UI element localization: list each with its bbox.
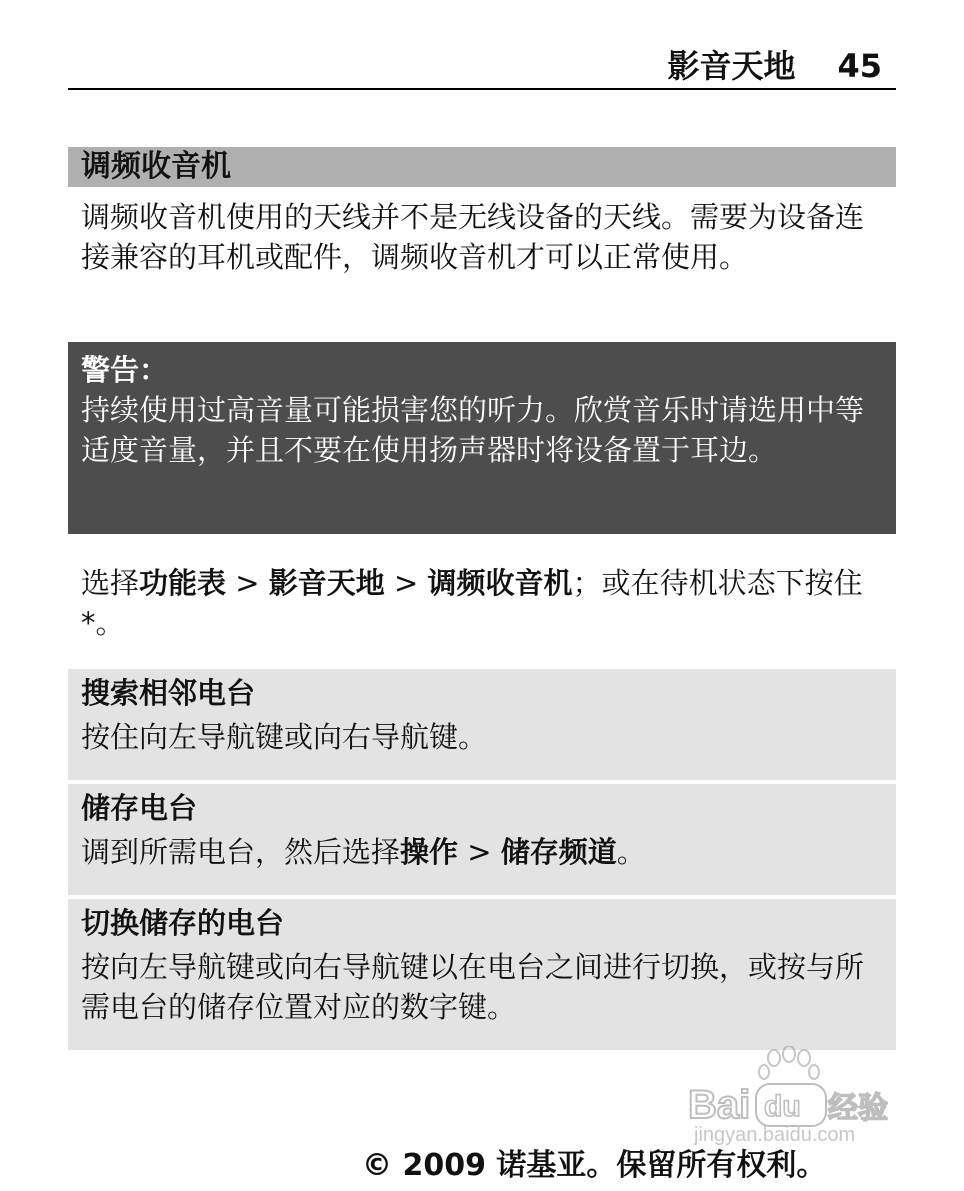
- watermark-url: jingyan.baidu.com: [694, 1124, 856, 1146]
- tip-box-save-station: [68, 784, 896, 895]
- tip-text-prefix: 调到所需电台，然后选择: [81, 835, 401, 869]
- running-header: [667, 46, 882, 86]
- menu-path-item: 储存频道: [500, 835, 617, 869]
- warning-box: [68, 342, 896, 534]
- menu-path-item: 功能表: [139, 566, 227, 600]
- warning-label: 警告：: [81, 353, 169, 387]
- tip-title: 储存电台: [81, 791, 198, 825]
- tip-text: 按住向左导航键或向右导航键。: [81, 720, 488, 754]
- svg-text:Bai: Bai: [688, 1083, 751, 1127]
- menu-path-separator: >: [384, 566, 428, 600]
- tip-title: 切换储存的电台: [81, 906, 285, 940]
- menu-path-item: 调频收音机: [427, 566, 573, 600]
- header-rule: [68, 88, 896, 90]
- tip-box-search-stations: [68, 669, 896, 780]
- section-title: 调频收音机: [81, 149, 231, 184]
- menu-path-separator: >: [458, 835, 501, 869]
- warning-text: 持续使用过高音量可能损害您的听力。欣赏音乐时请选用中等适度音量，并且不要在使用扬声器时将设备置于耳边。: [81, 393, 865, 467]
- instruction-paragraph: [81, 563, 886, 643]
- intro-paragraph: 调频收音机使用的天线并不是无线设备的天线。需要为设备连接兼容的耳机或配件，调频收音机才可以正常使用。: [81, 200, 865, 274]
- tip-text: 按向左导航键或向右导航键以在电台之间进行切换，或按与所需电台的储存位置对应的数字键。: [81, 950, 865, 1024]
- instruction-suffix: ；或在待机状态下按住 *。: [81, 566, 863, 640]
- tip-title: 搜索相邻电台: [81, 676, 256, 710]
- page-number: 45: [837, 47, 882, 85]
- menu-path-item: 操作: [400, 835, 459, 869]
- baidu-watermark: [686, 1046, 906, 1156]
- header-section-title: 影音天地: [667, 47, 796, 85]
- svg-text:经验: 经验: [828, 1091, 888, 1126]
- tip-text: [81, 832, 886, 872]
- menu-path-item: 影音天地: [268, 566, 385, 600]
- tip-box-switch-stations: [68, 899, 896, 1050]
- copyright-notice: © 2009 诺基亚。保留所有权利。: [362, 1148, 827, 1183]
- instruction-prefix: 选择: [81, 566, 140, 600]
- svg-text:du: du: [764, 1090, 801, 1123]
- menu-path-separator: >: [226, 566, 269, 600]
- tip-text-suffix: 。: [616, 835, 646, 869]
